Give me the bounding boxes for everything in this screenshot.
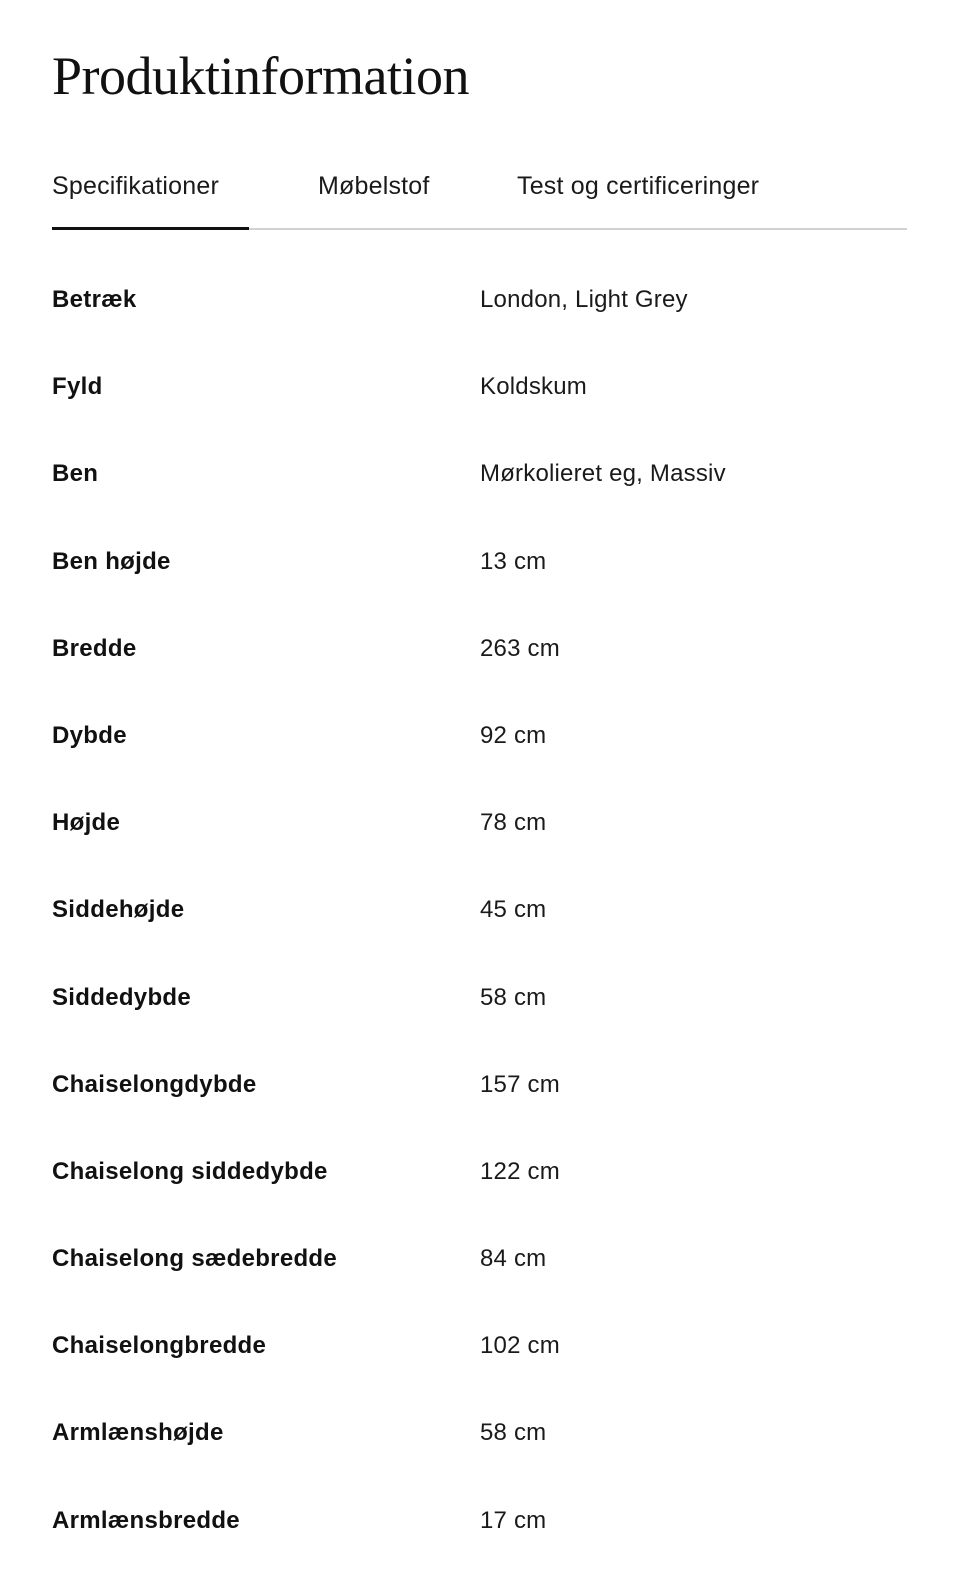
tab-test-og-certificeringer[interactable]: Test og certificeringer	[517, 172, 760, 200]
spec-value: 157 cm	[480, 1070, 560, 1098]
spec-label: Fyld	[52, 373, 103, 401]
spec-row	[52, 803, 907, 890]
spec-value: 102 cm	[480, 1332, 560, 1360]
spec-label: Bredde	[52, 634, 137, 662]
spec-row	[52, 890, 907, 977]
spec-row	[52, 1326, 907, 1413]
spec-row	[52, 1065, 907, 1152]
spec-value: 263 cm	[480, 634, 560, 662]
spec-row	[52, 716, 907, 803]
spec-value: 122 cm	[480, 1157, 560, 1185]
spec-value: Mørkolieret eg, Massiv	[480, 460, 726, 488]
tab-mobelstof[interactable]: Møbelstof	[318, 172, 430, 200]
spec-row	[52, 280, 907, 367]
spec-label: Chaiselong siddedybde	[52, 1157, 328, 1185]
spec-value: 92 cm	[480, 721, 547, 749]
page-title: Produktinformation	[52, 46, 469, 106]
spec-row	[52, 1152, 907, 1239]
spec-row	[52, 629, 907, 716]
spec-value: Koldskum	[480, 373, 587, 401]
spec-label: Armlænsbredde	[52, 1506, 240, 1534]
spec-label: Chaiselong sædebredde	[52, 1245, 338, 1273]
spec-label: Ben højde	[52, 547, 171, 575]
tab-bar	[52, 166, 907, 230]
spec-value: London, Light Grey	[480, 286, 688, 313]
spec-label: Siddedybde	[52, 983, 192, 1011]
active-tab-indicator	[52, 227, 249, 230]
spec-row	[52, 454, 907, 541]
spec-label: Siddehøjde	[52, 896, 185, 924]
spec-label: Chaiselongbredde	[52, 1332, 267, 1360]
spec-label: Betræk	[52, 286, 137, 313]
spec-row	[52, 978, 907, 1065]
spec-row	[52, 1239, 907, 1326]
spec-value: 45 cm	[480, 896, 547, 924]
spec-value: 13 cm	[480, 547, 547, 575]
spec-value: 78 cm	[480, 809, 547, 837]
spec-value: 58 cm	[480, 983, 547, 1011]
spec-row	[52, 1413, 907, 1500]
spec-value: 58 cm	[480, 1419, 547, 1447]
spec-row	[52, 542, 907, 629]
spec-value: 17 cm	[480, 1506, 547, 1534]
spec-value: 84 cm	[480, 1245, 547, 1273]
spec-label: Chaiselongdybde	[52, 1070, 257, 1098]
spec-row	[52, 367, 907, 454]
spec-label: Ben	[52, 460, 99, 488]
specifications-table	[52, 280, 907, 1588]
spec-row	[52, 1501, 907, 1588]
spec-label: Højde	[52, 809, 121, 837]
tab-specifikationer[interactable]: Specifikationer	[52, 172, 219, 200]
spec-label: Dybde	[52, 721, 127, 749]
spec-label: Armlænshøjde	[52, 1419, 224, 1447]
